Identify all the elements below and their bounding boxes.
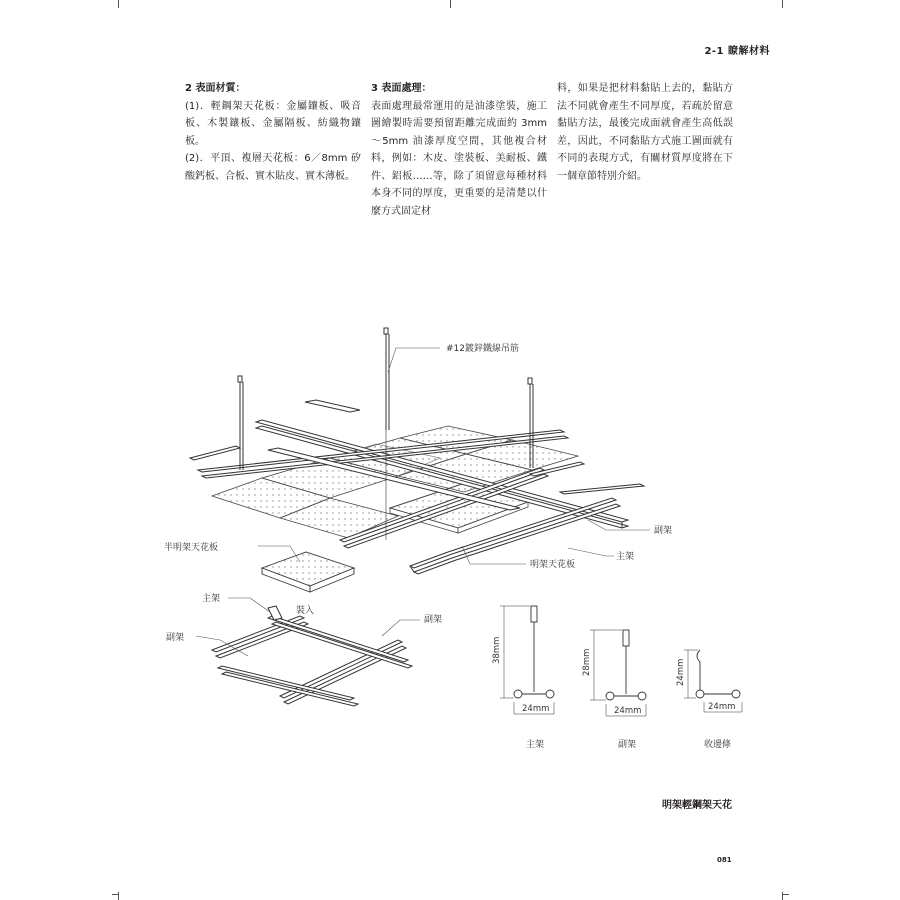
semi-exposed-panel [262, 552, 354, 592]
grid-bars-lower [212, 606, 412, 706]
profile-secondary-height: 28mm [582, 648, 592, 676]
label-semi-exposed-panel: 半明架天花板 [164, 543, 219, 553]
profile-main-name: 主架 [526, 740, 545, 750]
profile-secondary-name: 副架 [618, 740, 637, 750]
page-number: 081 [717, 856, 732, 864]
profile-secondary-width: 24mm [614, 706, 642, 716]
surface-treatment-body: 表面處理最常運用的是油漆塗裝，施工圖繪製時需要預留距離完成面約 3mm～5mm 油漆厚度空間，其他複合材料，例如：木皮、塗裝板、美耐板、鐵件、鋁板……等，除了須留意每種材料本身不同的厚度，更重要的是清楚以什麼方式固定材 [371, 100, 547, 217]
label-main-frame-left: 主架 [202, 594, 221, 604]
page-header-title: 2-1 瞭解材料 [704, 46, 770, 57]
continuation-body: 料，如果是把材料黏貼上去的，黏貼方法不同就會產生不同厚度，若疏於留意黏貼方法，最後完成面就會產生高低誤差，因此，不同黏貼方式施工圖面就有不同的表現方式，有關材質厚度將在下一個章節特別介紹。 [557, 83, 733, 182]
surface-material-item-2: (2)．平頂、複層天花板：6／8mm 矽酸鈣板、合板、實木貼皮、實木薄板。 [185, 153, 361, 182]
label-secondary-frame-bottom: 副架 [166, 633, 185, 643]
label-exposed-panel: 明架天花板 [530, 560, 576, 570]
label-insert: 裝入 [296, 606, 315, 616]
surface-material-item-1: (1)．輕鋼架天花板：金屬鑲板、吸音板、木製鑲板、金屬隔板、紡織物鑲板。 [185, 100, 361, 147]
profile-trim-height: 24mm [676, 658, 686, 686]
label-secondary-frame-left: 副架 [424, 615, 443, 625]
profile-main-height: 38mm [492, 636, 502, 664]
profile-main-width: 24mm [522, 704, 550, 714]
section-heading-surface-material: 2 表面材質： [185, 83, 246, 94]
label-hanger-wire: #12鍍鋅鐵線吊筋 [446, 344, 519, 354]
profile-trim-name: 收邊條 [704, 740, 732, 750]
figure-caption: 明架輕鋼架天花 [662, 800, 732, 811]
label-secondary-frame-right: 副架 [654, 526, 673, 536]
profile-main-frame [500, 606, 554, 714]
label-main-frame-right: 主架 [616, 552, 635, 562]
profile-secondary-frame [590, 630, 646, 716]
profile-trim-width: 24mm [708, 702, 736, 712]
section-heading-surface-treatment: 3 表面處理： [371, 83, 432, 94]
